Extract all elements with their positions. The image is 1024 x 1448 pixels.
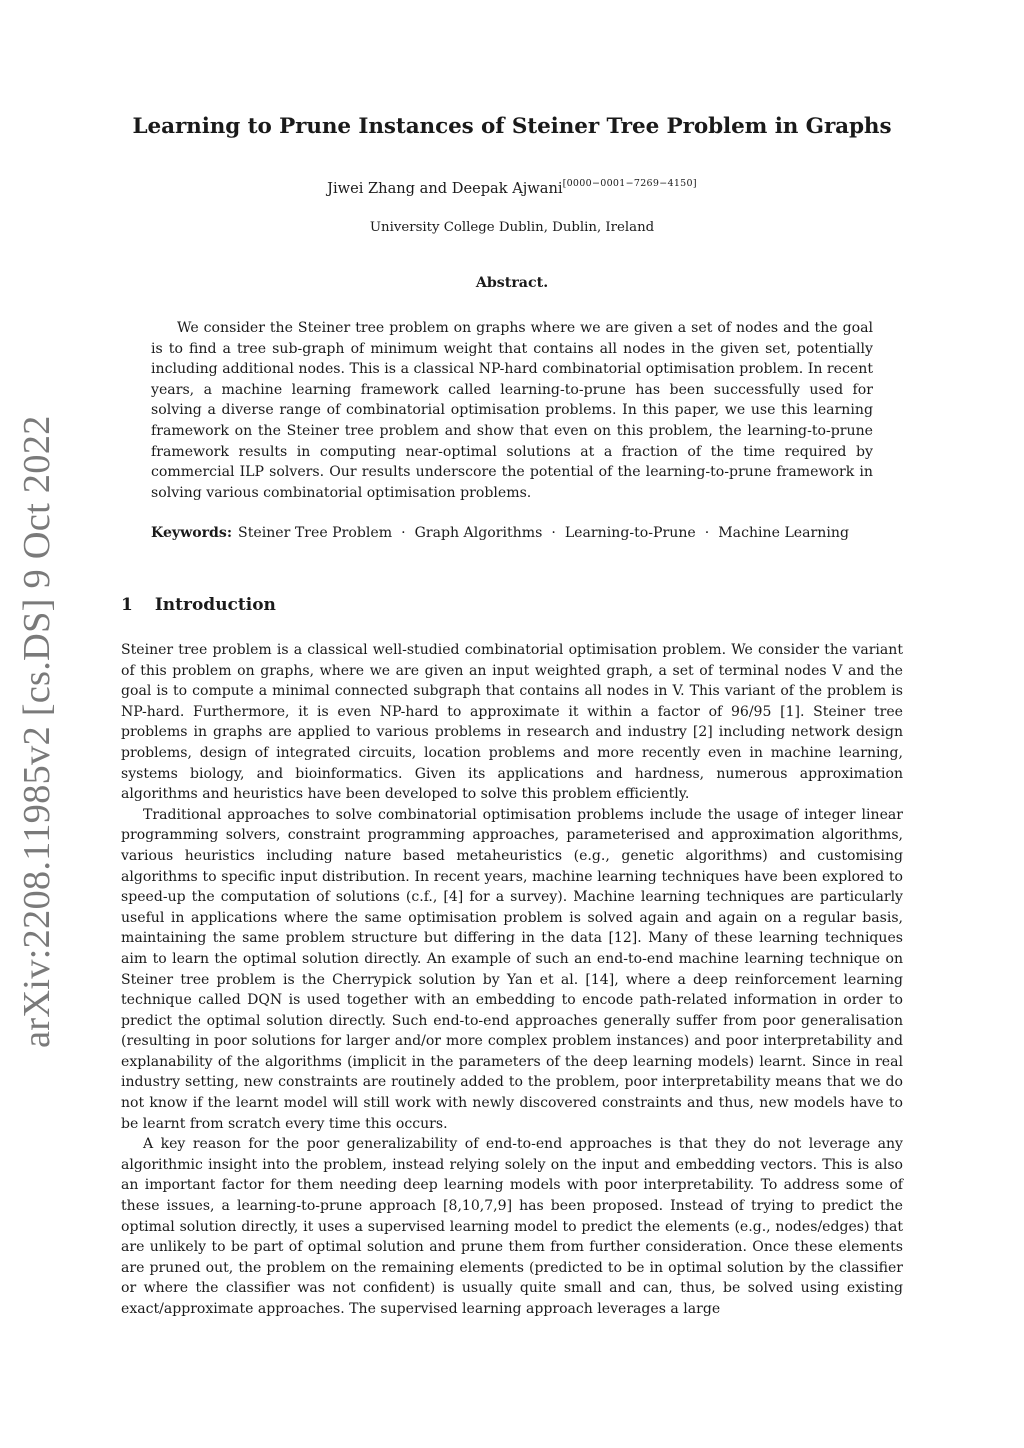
affiliation: University College Dublin, Dublin, Ireland xyxy=(369,220,655,235)
orcid-id: [0000−0001−7269−4150] xyxy=(562,178,697,189)
author-names: Jiwei Zhang and Deepak Ajwani xyxy=(327,180,563,197)
keyword-separator: · xyxy=(551,525,556,541)
abstract-heading: Abstract. xyxy=(475,275,549,291)
keyword-separator: · xyxy=(401,525,406,541)
keywords-label: Keywords: xyxy=(151,525,233,541)
paragraph: Steiner tree problem is a classical well-studied combinatorial optimisation problem. We consider the variant of this problem on graphs, where we are given an input weighted graph, a set of terminal nodes V and the goal is to compute a minimal connected subgraph that contains all nodes in V. This variant of the problem is NP-hard. Furthermore, it is even NP-hard to approximate it within a factor of 96/95 [1]. Steiner tree problems in graphs are applied to various problems in research and industry [2] including network design problems, design of integrated circuits, location problems and more recently even in machine learning, systems biology, and bioinformatics. Given its applications and hardness, numerous approximation algorithms and heuristics have been developed to solve this problem efficiently. xyxy=(121,642,903,803)
keyword: Steiner Tree Problem xyxy=(238,525,393,541)
paragraph: Traditional approaches to solve combinatorial optimisation problems include the usage of integer linear programming solvers, constraint programming approaches, parameterised and approximation algorithms, various heuristics including nature based metaheuristics (e.g., genetic algorithms) and customising algorithms to specific input distribution. In recent years, machine learning techniques have been explored to speed-up the computation of solutions (c.f., [4] for a survey). Machine learning techniques are particularly useful in applications where the same optimisation problem is solved again and again on a regular basis, maintaining the same problem structure but differing in the data [12]. Many of these learning techniques aim to learn the optimal solution directly. An example of such an end-to-end machine learning technique on Steiner tree problem is the Cherrypick solution by Yan et al. [14], where a deep reinforcement learning technique called DQN is used together with an embedding to encode path-related information in order to predict the optimal solution directly. Such end-to-end approaches generally suffer from poor generalisation (resulting in poor solutions for larger and/or more complex problem instances) and poor interpretability and explanability of the algorithms (implicit in the parameters of the deep learning models) learnt. Since in real industry setting, new constraints are routinely added to the problem, poor interpretability means that we do not know if the learnt model will still work with newly discovered constraints and thus, new models have to be learnt from scratch every time this occurs. xyxy=(121,806,903,1132)
paper-title: Learning to Prune Instances of Steiner Tree Problem in Graphs xyxy=(132,114,892,139)
keyword: Learning-to-Prune xyxy=(564,525,696,541)
section-heading xyxy=(121,595,276,615)
section-title: Introduction xyxy=(154,595,276,615)
introduction-body xyxy=(121,640,903,1320)
keyword-separator: · xyxy=(704,525,710,541)
paragraph: A key reason for the poor generalizability of end-to-end approaches is that they do not leverage any algorithmic insight into the problem, instead relying solely on the input and embedding vectors. This is also an important factor for them needing deep learning models with poor interpretability. To address some of these issues, a learning-to-prune approach [8,10,7,9] has been proposed. Instead of trying to predict the optimal solution directly, it uses a supervised learning model to predict the elements (e.g., nodes/edges) that are unlikely to be part of optimal solution and prune them from further consideration. Once these elements are pruned out, the problem on the remaining elements (predicted to be in optimal solution by the classifier or where the classifier was not confident) is usually quite small and can, thus, be solved using existing exact/approximate approaches. The supervised learning approach leverages a large xyxy=(121,1136,903,1317)
author-line xyxy=(60,178,964,197)
keyword: Graph Algorithms xyxy=(414,525,543,541)
arxiv-side-stamp: arXiv:2208.11985v2 [cs.DS] 9 Oct 2022 xyxy=(16,415,58,1048)
abstract-text: We consider the Steiner tree problem on graphs where we are given a set of nodes and the goal is to find a tree sub-graph of minimum weight that contains all nodes in the given set, potentially including additional nodes. This is a classical NP-hard combinatorial optimisation problem. In recent years, a machine learning framework called learning-to-prune has been successfully used for solving a diverse range of combinatorial optimisation problems. In this paper, we use this learning framework on the Steiner tree problem and show that even on this problem, the learning-to-prune framework results in computing near-optimal solutions at a fraction of the time required by commercial ILP solvers. Our results underscore the potential of the learning-to-prune framework in solving various combinatorial optimisation problems. xyxy=(151,320,873,501)
keywords-line xyxy=(151,523,873,544)
section-number: 1 xyxy=(121,595,133,615)
keyword: Machine Learning xyxy=(718,525,849,541)
